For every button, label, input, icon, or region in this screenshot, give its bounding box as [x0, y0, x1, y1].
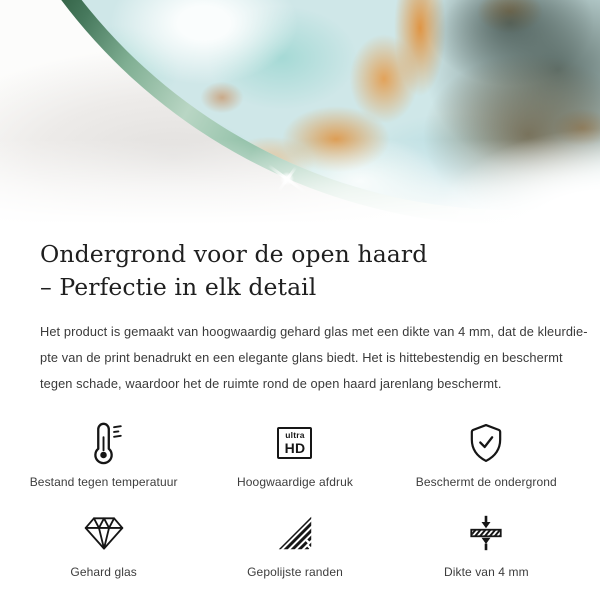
ultra-hd-badge-bottom: HD	[284, 439, 306, 456]
feature-temperature	[8, 419, 199, 489]
feature-protection	[391, 419, 582, 489]
feature-label: Gepolijste randen	[247, 565, 343, 579]
feature-label: Gehard glas	[70, 565, 137, 579]
section-title-line1: Ondergrond voor de open haard	[40, 240, 428, 268]
thermometer-icon	[83, 419, 125, 467]
thickness-icon	[468, 509, 504, 557]
feature-polished-edges	[199, 509, 390, 579]
feature-tempered-glass	[8, 509, 199, 579]
feature-label: Bestand tegen temperatuur	[29, 475, 178, 489]
ultra-hd-badge-top: ultra	[285, 430, 305, 441]
ultra-hd-icon	[277, 419, 312, 467]
feature-print-quality	[199, 419, 390, 489]
section-body-text	[40, 319, 588, 397]
feature-label: Hoogwaardige afdruk	[237, 475, 353, 489]
feature-label: Beschermt de ondergrond	[415, 475, 557, 489]
product-description-section	[0, 232, 600, 579]
feature-label: Dikte van 4 mm	[443, 565, 529, 579]
diamond-icon	[82, 509, 126, 557]
description-line: pte van de print benadrukt en een elegante glans biedt. Het is hittebestendig en beschermt	[40, 350, 563, 365]
section-title-line2: – Perfectie in elk detail	[40, 273, 317, 301]
description-line: Het product is gemaakt van hoogwaardig gehard glas met een dikte van 4 mm, dat de kleurdie-	[40, 324, 588, 339]
polished-edges-icon	[278, 509, 312, 557]
feature-grid	[8, 419, 582, 579]
feature-thickness	[391, 509, 582, 579]
shield-check-icon	[466, 419, 506, 467]
product-hero-image	[0, 0, 600, 232]
section-title	[40, 238, 560, 304]
description-line: tegen schade, waardoor het de ruimte rond de open haard jarenlang beschermt.	[40, 376, 502, 391]
